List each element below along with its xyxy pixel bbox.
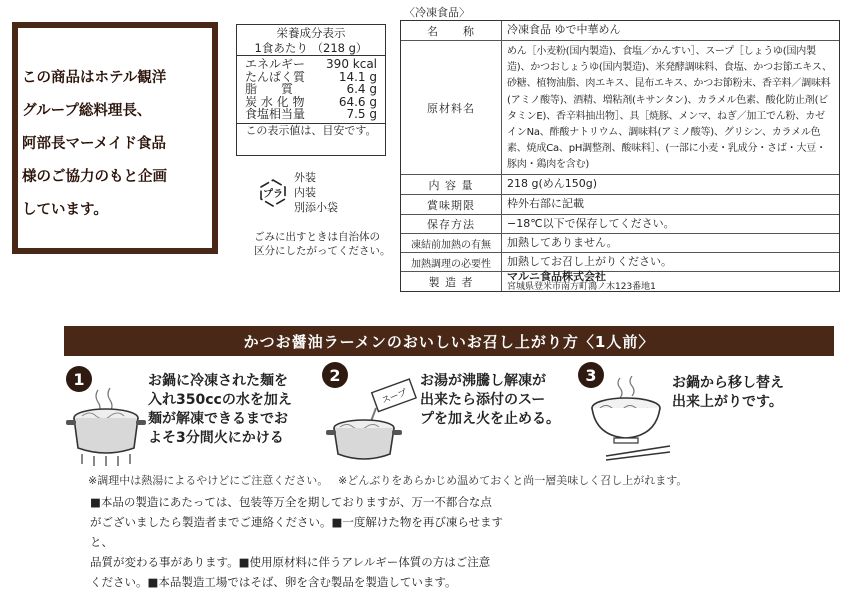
svg-text:プラ: プラ: [263, 189, 283, 200]
step-text: お鍋から移し替え 出来上がりです。: [672, 375, 784, 410]
caution-bowl: ※どんぶりをあらかじめ温めておくと尚一層美味しく召し上がれます。: [338, 474, 688, 487]
recycle-item: 外装: [294, 171, 316, 184]
promo-line: 阿部長マーメイド食品: [22, 136, 166, 152]
caution-burn: ※調理中は熱湯によるやけどにご注意ください。: [88, 474, 329, 487]
nutrition-row: 食塩相当量 7.5 g: [245, 107, 377, 121]
promo-text: [22, 66, 212, 222]
promo-line: グループ総料理長、: [22, 103, 152, 119]
svg-text:スープ: スープ: [380, 388, 409, 407]
product-row: 原材料名 めん［小麦粉(国内製造)、食塩／かんすい］、スープ［しょうゆ(国内製造)、かつおしょうゆ(国内製造)、米発酵調味料、食塩、かつお節エキス、砂糖、植物油脂、肉エキス、昆布エキス、かつお節粉末、香辛料／調味料(アミノ酸等)、酒精、増粘剤(キサンタン)、カラメル色素、酸化防止剤(ビタミンE)、香辛料抽出物］、具［焼豚、メンマ、ねぎ／加工でん粉、カゼインNa、酢酸ナトリウム、調味料(アミノ酸等)、グリシン、カラメル色素、焼成Ca、pH調整剤、酸味料］、(一部に小麦・乳成分・さば・大豆・豚肉・鶏肉を含む): [401, 41, 839, 175]
ramen-bowl-icon: [586, 376, 672, 462]
cooking-banner: かつお醤油ラーメンのおいしいお召し上がり方〈1人前〉: [64, 326, 834, 356]
promo-line: 様のご協力のもと企画: [22, 169, 167, 185]
soup-pour-icon: [324, 372, 420, 468]
product-row: 凍結前加熱の有無 加熱してありません。: [401, 234, 839, 253]
recycle-items: [294, 170, 338, 215]
recycle-item: 内装: [294, 186, 316, 199]
product-row: 製 造 者 マルニ食品株式会社 宮城県登米市南方町鴻ノ木123番地1: [401, 272, 839, 291]
footnote: ■本品の製造にあたっては、包装等万全を期しておりますが、万一不都合な点 がございましたら製造者までご連絡ください。■一度解けた物を再び凍らせますと、 品質が変わる事があります。■使用原材料に伴うアレルギー体質の方はご注意 ください。■本品製造工場ではそば、卵を含む製品を製造しています。: [90, 495, 504, 589]
manufacturer-name: マルニ食品株式会社: [507, 269, 606, 283]
promo-line: しています。: [22, 202, 108, 218]
recycle-item: 別添小袋: [294, 201, 338, 214]
product-row: 保存方法 −18℃以下で保存してください。: [401, 215, 839, 234]
product-category: 〈冷凍食品〉: [404, 6, 470, 19]
plastic-recycle-icon: [258, 178, 288, 208]
nutrition-note: この表示値は、目安です。: [245, 123, 377, 137]
step-text: お湯が沸騰し解凍が 出来たら添付のスー プを加え火を止める。: [420, 373, 560, 427]
product-row: 内 容 量 218 g(めん150g): [401, 175, 839, 195]
nutrition-basis: 1食あたり （218 g）: [254, 41, 368, 55]
step-text: お鍋に冷凍された麺を 入れ350ccの水を加え 麺が解凍できるまでお よそ3分間火にかける: [148, 373, 292, 446]
nutrition-row: 脂 質 6.4 g: [245, 82, 377, 96]
product-table: [400, 20, 840, 292]
pot-icon: [64, 384, 148, 468]
product-row: 加熱調理の必要性 加熱してお召し上がりください。: [401, 253, 839, 272]
garbage-note: ごみに出すときは自治体の 区分にしたがってください。: [254, 231, 391, 257]
nutrition-row: たんぱく質 14.1 g: [245, 69, 377, 84]
manufacturer-address: 宮城県登米市南方町鴻ノ木123番地1: [507, 281, 656, 292]
nutrition-table: [236, 24, 386, 156]
step-number: 1: [66, 366, 92, 392]
step-number: 3: [578, 362, 604, 388]
promo-line: この商品はホテル観洋: [22, 70, 167, 86]
product-row: 名 称 冷凍食品 ゆで中華めん: [401, 21, 839, 41]
nutrition-title: 栄養成分表示: [276, 26, 346, 40]
step-number: 2: [322, 362, 348, 388]
product-row: 賞味期限 枠外右部に記載: [401, 195, 839, 215]
nutrition-row: エネルギー 390 kcal: [245, 57, 377, 71]
nutrition-row: 炭 水 化 物 64.6 g: [245, 94, 377, 109]
